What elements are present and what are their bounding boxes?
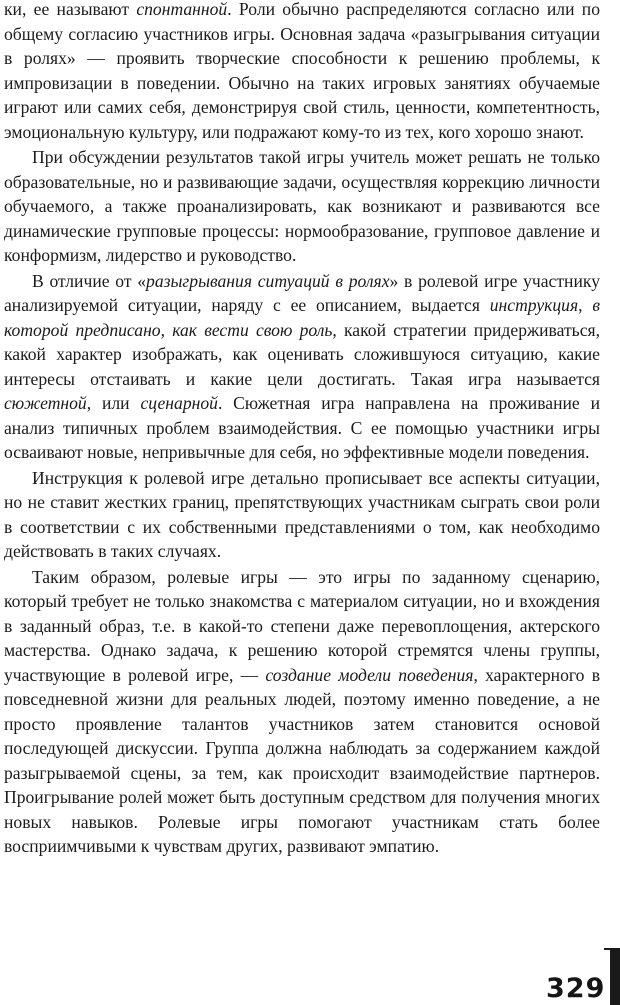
page-number: 329	[546, 973, 606, 1004]
italic-text: спонтанной	[136, 0, 228, 19]
book-page	[4, 0, 600, 997]
paragraph	[4, 269, 600, 465]
paragraph	[4, 145, 600, 268]
italic-text: сценарной	[140, 393, 218, 413]
paragraph	[4, 466, 600, 564]
italic-text: создание модели поведения	[265, 664, 474, 685]
text-run: , какой стратегии придерживаться, какой характер изображать, как оценивать сложившуюся ситуацию, какие интересы отстаивать и какие цели достигать. Такая игра называется	[4, 319, 601, 389]
text-run: В отличие от «	[32, 270, 147, 291]
italic-text: сюжетной	[4, 393, 87, 413]
page-edge-marker	[610, 948, 620, 1005]
text-run: , или	[86, 393, 141, 413]
text-run: ки, ее называют	[4, 0, 137, 19]
italic-text: разыгрывания ситуаций в ролях	[146, 270, 390, 291]
text-run: » в ролевой игре участнику анализируемой ситуации, наряду с ее описанием, выдается	[4, 270, 600, 315]
text-run: . Роли обычно распределяются согласно или по общему согласию участников игры. Основная задача «разыгрывания ситуации в ролях» — проявить творческие способности к решению проблемы, к импровизации в поведении. Обычно на таких игровых занятиях обучаемые играют или самих себя, демонстрируя свой стиль, ценности, компетентность, эмоциональную культуру, или подражают кому-то из тех, кого хорошо знают.	[4, 0, 600, 142]
italic-text: инструкция, в которой предписано, как вести свою роль	[4, 295, 600, 340]
text-run: Инструкция к ролевой игре детально прописывает все аспекты ситуации, но не ставит жестких границ, препятствующих участникам сыграть свои роли в соответствии с их собственными представлениями о том, как необходимо действовать в таких случаях.	[4, 467, 600, 561]
paragraph	[4, 565, 600, 859]
text-run: При обсуждении результатов такой игры учитель может решать не только образовательные, но и развивающие задачи, осуществляя коррекцию личности обучаемого, а также проанализировать, как возникают и развиваются все динамические групповые процессы: нормообразование, групповое давление и конформизм, лидерство и руководство.	[4, 147, 600, 265]
text-run: , характерного в повседневной жизни для реальных людей, поэтому именно поведение, а не просто проявление талантов участников затем становится основой последующей дискуссии. Группа должна наблюдать за содержанием каждой разыгрываемой сцены, за тем, как происходит взаимодействие партнеров. Проигрывание ролей может быть доступным средством для получения многих новых навыков. Ролевые игры помогают участникам стать более восприимчивыми к чувствам других, развивают эмпатию.	[4, 664, 601, 856]
text-body	[4, 0, 600, 859]
text-run: . Сюжетная игра направлена на проживание и анализ типичных проблем взаимодействия. С ее помощью участники игры осваивают новые, непривычные для себя, но эффективные модели поведения.	[4, 393, 600, 462]
text-run: Таким образом, ролевые игры — это игры по заданному сценарию, который требует не только знакомства с материалом ситуации, но и вхождения в заданный образ, т.е. в какой-то степени даже перевоплощения, актерского мастерства. Однако задача, к решению которой стремятся члены группы, участвующие в ролевой игре, —	[4, 566, 600, 685]
paragraph	[4, 0, 600, 144]
